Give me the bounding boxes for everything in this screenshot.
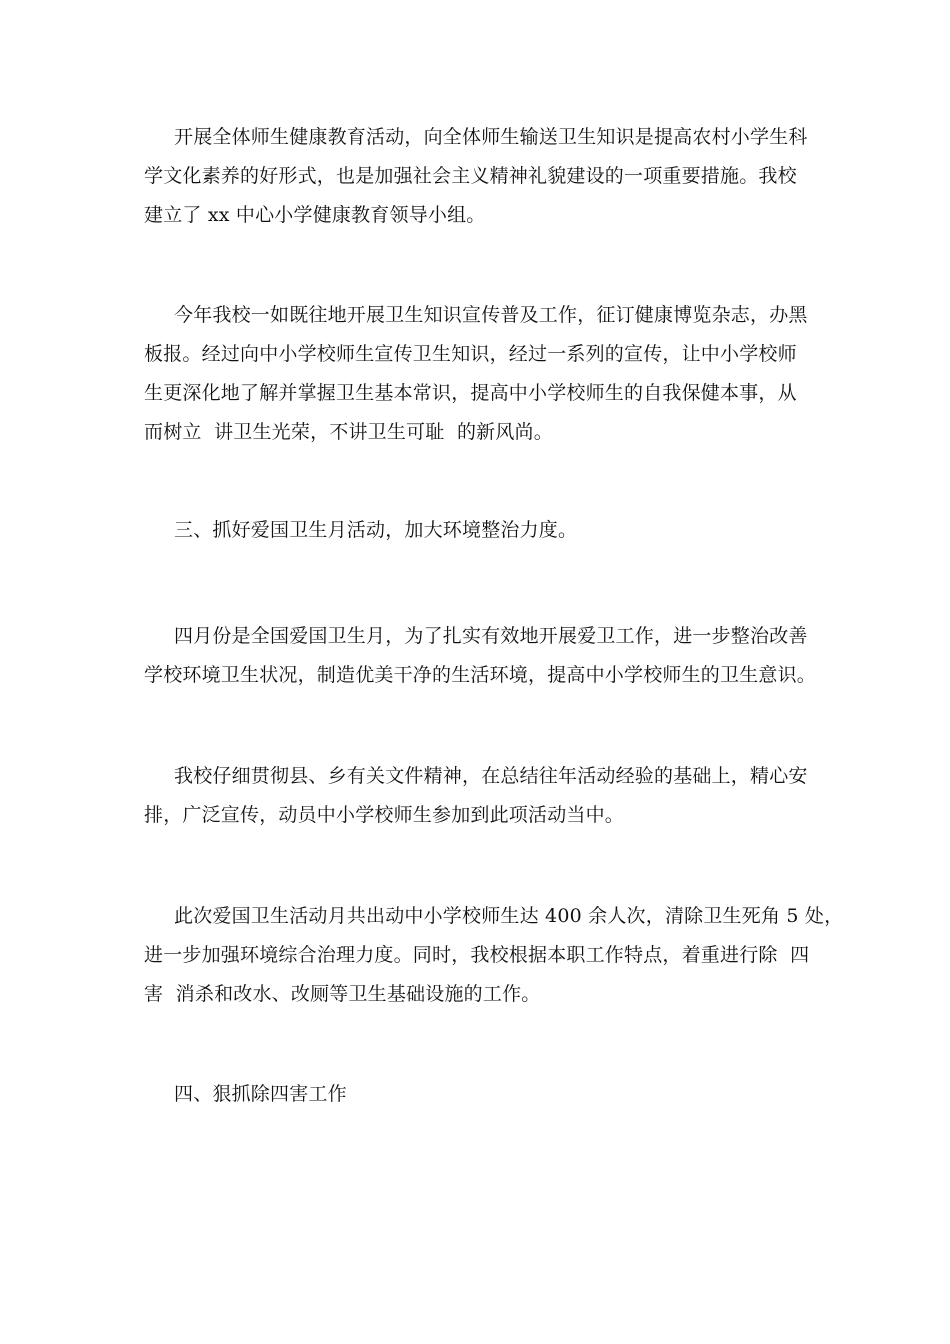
- text-line: 今年我校一如既往地开展卫生知识宣传普及工作，征订健康博览杂志，办黑: [174, 304, 808, 326]
- paragraph-patriotic-month: [144, 617, 816, 695]
- text-line: 进一步加强环境综合治理力度。同时，我校根据本职工作特点，着重进行除 四: [144, 944, 810, 966]
- paragraph-implementation: [144, 757, 816, 835]
- paragraph-activity-results: [144, 897, 844, 1014]
- text-line: 四月份是全国爱国卫生月，为了扎实有效地开展爱卫工作，进一步整治改善: [174, 625, 808, 647]
- text-line: 而树立 讲卫生光荣，不讲卫生可耻 的新风尚。: [144, 421, 553, 443]
- section-heading-three: [144, 511, 816, 550]
- text-line: 我校仔细贯彻县、乡有关文件精神，在总结往年活动经验的基础上，精心安: [174, 765, 808, 787]
- heading-text: 三、抓好爱国卫生月活动，加大环境整治力度。: [174, 519, 578, 541]
- paragraph-knowledge-promotion: [144, 296, 816, 452]
- section-heading-four: [144, 1075, 816, 1114]
- text-line: 建立了 xx 中心小学健康教育领导小组。: [144, 204, 486, 226]
- text-line: 生更深化地了解并掌握卫生基本常识，提高中小学校师生的自我保健本事，从: [144, 382, 797, 404]
- text-line: 此次爱国卫生活动月共出动中小学校师生达 400 余人次，清除卫生死角 5 处，: [174, 905, 844, 927]
- text-line: 排，广泛宣传，动员中小学校师生参加到此项活动当中。: [144, 804, 625, 826]
- text-line: 开展全体师生健康教育活动，向全体师生输送卫生知识是提高农村小学生科: [174, 126, 808, 148]
- paragraph-health-education: [144, 118, 816, 235]
- text-line: 学文化素养的好形式，也是加强社会主义精神礼貌建设的一项重要措施。我校: [144, 165, 797, 187]
- text-line: 学校环境卫生状况，制造优美干净的生活环境，提高中小学校师生的卫生意识。: [144, 664, 817, 686]
- heading-text: 四、狠抓除四害工作: [174, 1083, 347, 1105]
- text-line: 板报。经过向中小学校师生宣传卫生知识，经过一系列的宣传，让中小学校师: [144, 343, 797, 365]
- text-line: 害 消杀和改水、改厕等卫生基础设施的工作。: [144, 983, 541, 1005]
